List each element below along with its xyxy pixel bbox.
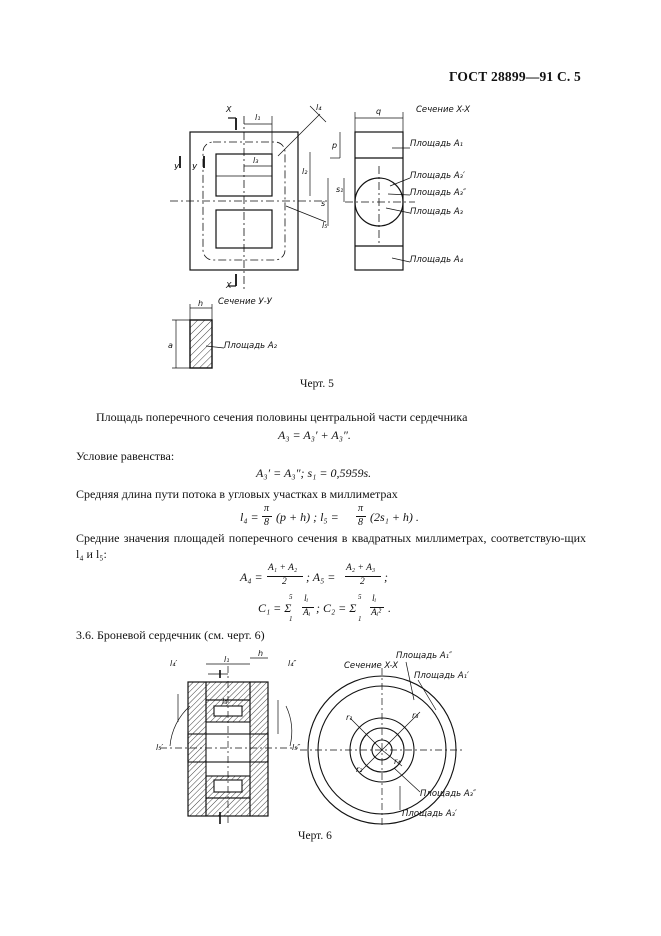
fig5-s1: s₁ [336,185,344,194]
formula-a5-tail: ; [384,570,388,584]
page-header: ГОСТ 28899—91 С. 5 [448,69,581,84]
figure-5-caption: Черт. 5 [300,378,334,390]
fig5-a: a [168,341,173,350]
formula-c1-li: lᵢ [304,594,309,604]
formula-c2-tail: . [388,601,391,615]
fig5-x-top: X [226,105,232,114]
figure-6-caption: Черт. 6 [298,830,332,842]
fig6-r2: r₂ [356,765,363,774]
fig6-area-a1pp: Площадь A₁″ [396,651,453,661]
formula-l4-label: l₄ = [240,510,259,524]
formula-c2-label: ; C₂ = Σ [316,601,357,615]
fig6-l3: l₃ [222,697,228,706]
paragraph-equality-condition: Условие равенства: [76,449,175,463]
formula-c2-ai2: Aᵢ² [371,608,382,618]
fig6-area-a3p: Площадь A₃′ [402,809,457,819]
formula-pi-1: π [264,503,270,514]
fig5-area-a3: Площадь A₃ [410,207,464,217]
fig5-area-a2: Площадь A₂ [224,341,278,351]
fig6-l5pp: l₅″ [292,743,301,752]
fig5-area-a4: Площадь A₄ [410,255,464,265]
fig5-y-right: У [192,163,197,172]
paragraph-area-half-core: Площадь поперечного сечения половины центральной части сердечника [96,410,468,424]
formula-l5-label: (p + h) ; l₅ = [276,510,339,524]
fig5-l5: l₅ [322,221,328,230]
formula-c1-top: 5 [289,593,293,601]
fig5-y-left: У [174,163,179,172]
fig6-r1: r₁ [346,713,353,722]
fig5-l1: l₁ [255,113,261,122]
formula-a5-label: ; A₅ = [306,570,336,584]
fig5-x-bottom: X [226,281,232,290]
figure-6-svg [150,646,480,826]
formula-a5-num: A₂ + A₃ [346,563,376,573]
formula-c1-label: C₁ = Σ [258,601,292,615]
formula-a3: A₃ = A₃′ + A₃″. [278,428,351,442]
fig6-l4p: l₄′ [170,659,178,668]
fig5-l3: l₃ [253,156,259,165]
formula-a5-den: 2 [360,577,365,587]
formula-c1-bot: 1 [289,615,293,623]
formula-a4-den: 2 [282,577,287,587]
formula-c2-bot: 1 [358,615,362,623]
fig5-s: s [321,199,326,208]
formula-a4-label: A₄ = [240,570,263,584]
formula-c1-ai: Aᵢ [303,608,311,618]
formula-eight-1: 8 [264,517,269,528]
formula-eight-2: 8 [358,517,363,528]
formula-a4-num: A₁ + A₂ [268,563,298,573]
fig5-l4: l₄ [316,103,322,112]
fig6-section-xx: Сечение X-X [344,661,399,671]
fig6-area-a3pp: Площадь A₃″ [420,789,477,799]
paragraph-mean-path: Средняя длина пути потока в угловых участках в миллиметрах [76,487,398,501]
fig6-r3: r₃ [412,711,419,720]
fig6-area-a1p: Площадь A₁′ [414,671,469,681]
fig5-area-a3p: Площадь A₃′ [410,171,465,181]
fig5-h: h [198,300,204,308]
formula-pi-2: π [358,503,364,514]
fig6-r4: r₄ [394,757,401,766]
fig6-l1: l₁ [224,655,230,664]
fig5-area-a3pp: Площадь A₃″ [410,188,467,198]
formula-l5-tail: (2s₁ + h) . [370,510,419,524]
paragraph-mean-areas: Средние значения площадей поперечного сечения в квадратных миллиметрах, соответствую-щих l₄ и l₅: [76,531,586,561]
fig5-section-xx: Сечение X-X [416,105,471,115]
figure-5-section-yy [168,300,328,370]
fig5-p: p [332,141,338,150]
fig5-l2: l₂ [302,167,308,176]
formula-c2-li: lᵢ [372,594,377,604]
fig6-h: h [258,649,264,658]
formula-c2-top: 5 [358,593,362,601]
fig5-area-a1: Площадь A₁ [410,139,464,149]
figure-6-drawing [150,646,480,826]
fig6-l4pp: l₄″ [288,659,297,668]
fig5-q: q [376,107,382,116]
fig5-section-yy: Сечение У-У [218,297,272,307]
section-3-6-heading: 3.6. Броневой сердечник (см. черт. 6) [76,628,265,642]
fig6-l5p: l₅′ [156,743,164,752]
formula-equality: A₃′ = A₃″; s₁ = 0,5959s. [256,466,372,480]
